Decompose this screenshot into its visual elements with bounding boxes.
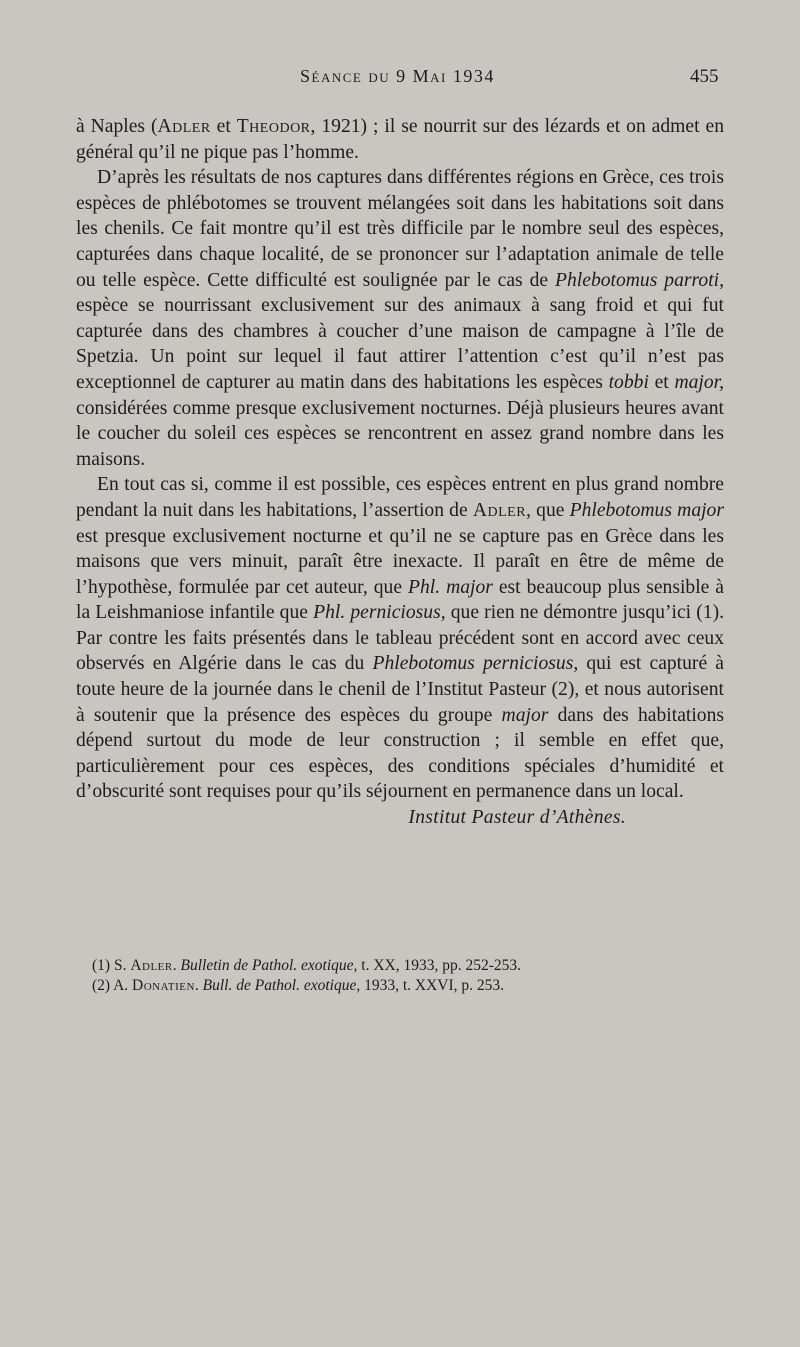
author-name: Adler (157, 116, 211, 137)
species-name: major (501, 704, 549, 726)
text-run: En tout cas si, comme il est possible, ces espèces entrent en plus grand nombre pendant la nuit dans les habitations, l’assertion de (76, 474, 724, 521)
text-run: est presque exclusivement nocturne et qu’il ne se capture pas en Grèce dans les maisons que vers minuit, paraît être inexacte. Il paraît en être de même de l’hypothèse, formulée par cet auteur, que (76, 525, 724, 598)
signature: Institut Pasteur d’Athènes. (408, 807, 626, 829)
page-header (0, 66, 800, 96)
text-run: espèce se nourrissant exclusivement sur des animaux à sang froid et qui fut capturée dans des chambres à coucher d’une maison de campagne à l’île de Spetzia. Un point sur lequel il faut attirer l’attention c’est qu’il n’est pas exceptionnel de capturer au matin dans des habitations les espèces (76, 295, 724, 393)
text-run: , 1921) ; il se nourrit sur des lézards et on admet en général qu’il ne pique pas l’homme. (76, 116, 724, 163)
body-text (76, 114, 724, 831)
text-run: qui est capturé à toute heure de la journée dans le chenil de l’Institut Pasteur (2), et nous autorisent à soutenir que la présence des espèces du groupe (76, 653, 725, 726)
paragraph-3 (76, 472, 724, 805)
text-run: à Naples ( (76, 116, 158, 137)
text-run: 1933, t. XXVI, p. 253. (360, 977, 505, 994)
text-run: considérées comme presque exclusivement nocturnes. Déjà plusieurs heures avant le coucher du soleil ces espèces se rencontrent en assez grand nombre dans les maisons. (76, 397, 724, 470)
species-name: Phlebotomus perniciosus, (372, 653, 579, 675)
journal-title: Bull. de Pathol. exotique, (202, 977, 361, 994)
author-name: Donatien (132, 977, 195, 994)
page-number: 455 (690, 66, 719, 87)
species-name: tobbi (608, 371, 649, 393)
running-title: Séance du 9 Mai 1934 (300, 66, 495, 86)
journal-title: Bulletin de Pathol. exotique, (180, 957, 358, 974)
text-run: et (210, 116, 237, 137)
footnote-number: (2) A. (92, 977, 133, 994)
text-run: . (172, 957, 181, 974)
paragraph-1 (76, 114, 724, 165)
text-run: et (648, 371, 675, 393)
footnotes (92, 956, 712, 996)
author-name: Adler (472, 499, 527, 521)
footnote-1 (92, 956, 712, 976)
text-run: , que (526, 499, 570, 521)
species-name: Phlebotomus major (569, 499, 724, 521)
author-name: Theodor (236, 116, 311, 137)
paragraph-2 (76, 165, 724, 472)
footnote-number: (1) S. (92, 957, 131, 974)
author-name: Adler (130, 957, 173, 974)
text-run: t. XX, 1933, pp. 252-253. (357, 957, 522, 974)
text-run: . (194, 977, 203, 994)
species-name: Phlebotomus parroti, (555, 269, 724, 291)
species-name: Phl. major (408, 576, 493, 598)
species-name: Phl. perniciosus, (313, 602, 446, 624)
text-run: que rien ne démontre jusqu’ici (1). Par contre les faits présentés dans le tableau précédent sont en accord avec ceux observés en Algérie dans le cas du (76, 602, 725, 675)
text-run: est beaucoup plus sensible à la Leishmaniose infantile que (76, 576, 724, 624)
footnote-2 (92, 976, 712, 996)
text-run: D’après les résultats de nos captures dans différentes régions en Grèce, ces trois espèces de phlébotomes se trouvent mélangées soit dans les habitations soit dans les chenils. Ce fait montre qu’il est très difficile par le nombre seul des espèces, capturées dans chaque localité, de se prononcer sur l’adaptation animale de telle ou telle espèce. Cette difficulté est soulignée par le cas de (76, 167, 724, 291)
text-run: dans des habitations dépend surtout du mode de leur construction ; il semble en effet que, particulièrement pour ces espèces, des conditions spéciales d’humidité et d’obscurité sont requises pour qu’ils séjournent en permanence dans un local. (76, 704, 724, 803)
species-name: major, (674, 371, 724, 393)
